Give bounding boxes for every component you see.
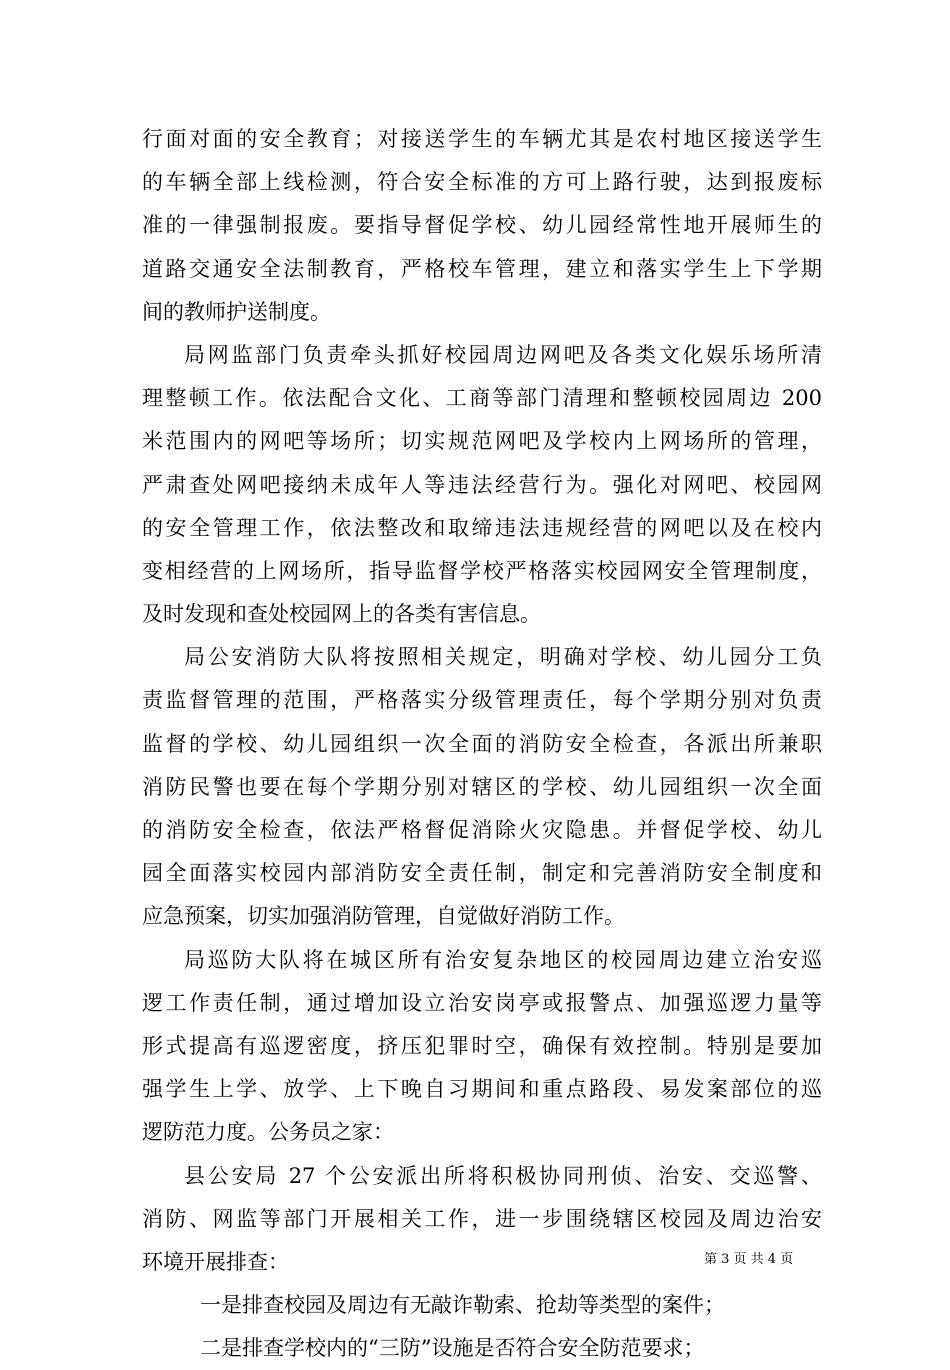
- paragraph-line: 园全面落实校园内部消防安全责任制，制定和完善消防安全制度和: [142, 861, 822, 886]
- paragraph-line: 逻防范力度。公务员之家：: [142, 1120, 394, 1145]
- page-number: 第 3 页 共 4 页: [704, 1252, 794, 1267]
- paragraph-line: 米范围内的网吧等场所；切实规范网吧及学校内上网场所的管理，: [142, 429, 822, 454]
- paragraph-line: 严肃查处网吧接纳未成年人等违法经营行为。强化对网吧、校园网: [142, 472, 822, 497]
- paragraph-line: 及时发现和查处校园网上的各类有害信息。: [142, 602, 541, 627]
- paragraph-line: 的车辆全部上线检测，符合安全标准的方可上路行驶，达到报废标: [142, 170, 822, 195]
- paragraph-line: 变相经营的上网场所，指导监督学校严格落实校园网安全管理制度，: [142, 558, 822, 583]
- paragraph-line: 局网监部门负责牵头抓好校园周边网吧及各类文化娱乐场所清: [184, 342, 822, 367]
- paragraph-line: 消防、网监等部门开展相关工作，进一步围绕辖区校园及周边治安: [142, 1206, 822, 1231]
- paragraph-line: 道路交通安全法制教育，严格校车管理，建立和落实学生上下学期: [142, 256, 822, 281]
- list-item: 二是排查学校内的“三防”设施是否符合安全防范要求；: [200, 1336, 705, 1361]
- paragraph-line: 县公安局 27 个公安派出所将积极协同刑侦、治安、交巡警、: [184, 1163, 822, 1188]
- paragraph-line: 行面对面的安全教育；对接送学生的车辆尤其是农村地区接送学生: [142, 127, 822, 151]
- paragraph-line: 局巡防大队将在城区所有治安复杂地区的校园周边建立治安巡: [184, 947, 822, 972]
- paragraph-line: 间的教师护送制度。: [142, 299, 331, 324]
- paragraph-line: 环境开展排查：: [142, 1249, 289, 1274]
- paragraph-line: 责监督管理的范围，严格落实分级管理责任，每个学期分别对负责: [142, 688, 822, 713]
- paragraph-line: 理整顿工作。依法配合文化、工商等部门清理和整顿校园周边 200: [142, 386, 822, 411]
- paragraph-line: 逻工作责任制，通过增加设立治安岗亭或报警点、加强巡逻力量等: [142, 990, 822, 1015]
- paragraph-line: 准的一律强制报废。要指导督促学校、幼儿园经常性地开展师生的: [142, 213, 822, 238]
- paragraph-line: 的安全管理工作，依法整改和取缔违法违规经营的网吧以及在校内: [142, 515, 822, 540]
- paragraph-line: 形式提高有巡逻密度，挤压犯罪时空，确保有效控制。特别是要加: [142, 1033, 822, 1058]
- paragraph-line: 的消防安全检查，依法严格督促消除火灾隐患。并督促学校、幼儿: [142, 818, 822, 842]
- list-item: 一是排查校园及周边有无敲诈勒索、抢劫等类型的案件；: [200, 1293, 725, 1318]
- paragraph-line: 消防民警也要在每个学期分别对辖区的学校、幼儿园组织一次全面: [142, 774, 822, 799]
- paragraph-line: 强学生上学、放学、上下晚自习期间和重点路段、易发案部位的巡: [142, 1077, 822, 1102]
- document-body: [142, 118, 822, 1370]
- paragraph-line: 监督的学校、幼儿园组织一次全面的消防安全检查，各派出所兼职: [142, 731, 822, 756]
- paragraph-line: 应急预案，切实加强消防管理，自觉做好消防工作。: [142, 904, 625, 929]
- paragraph-line: 局公安消防大队将按照相关规定，明确对学校、幼儿园分工负: [184, 645, 822, 670]
